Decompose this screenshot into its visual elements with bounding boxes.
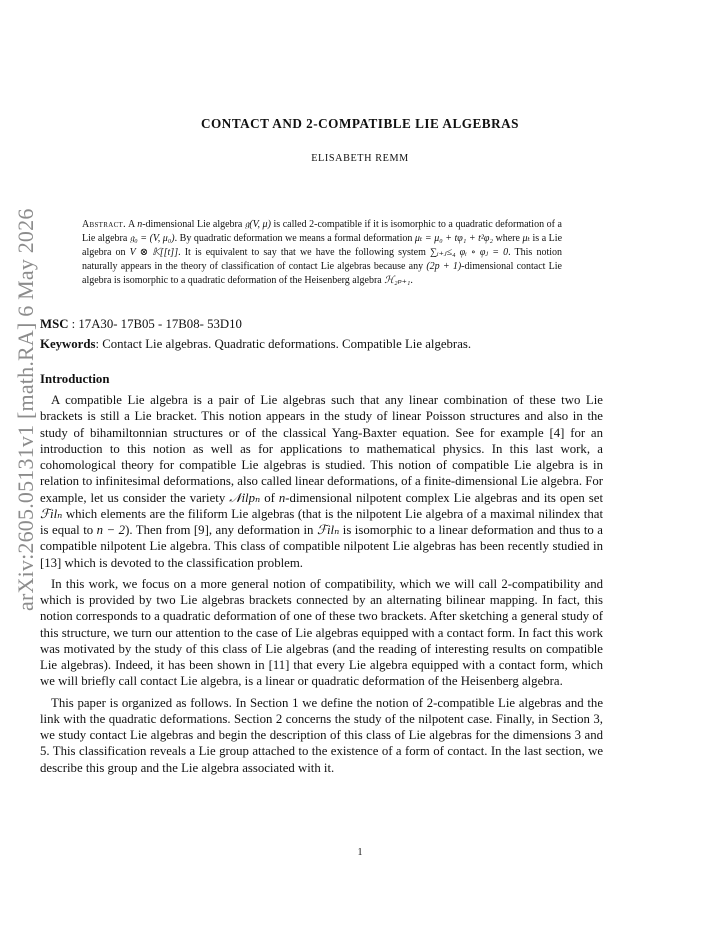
math-n: n: [137, 219, 143, 230]
section-heading: Introduction: [40, 372, 110, 386]
math-heisenberg: ℋ₂ₚ₊₁: [384, 275, 411, 287]
paragraph-2: In this work, we focus on a more general notion of compatibility, which we will call 2-compatibility and which is provided by two Lie algebras brackets connected by an alternating bilinear mapping. In fact, this notion corresponds to a quadratic deformation of one of these two brackets. After sketching a general study of this structure, we turn our attention to the case of Lie algebras equipped with a contact form. In fact this work was motivated by the study of this class of Lie algebras (and the reading of interesting results on compatible Lie algebras). Indeed, it has been shown in [11] that every Lie algebra equipped with a contact form, which we will briefly call contact Lie algebra, is a linear or quadratic deformation of the Heisenberg algebra.: [40, 576, 603, 689]
keywords-line: [40, 335, 610, 355]
math-n-minus-2: n − 2: [96, 523, 126, 537]
msc-value: : 17A30- 17B05 - 17B08- 53D10: [68, 317, 242, 331]
math-mu-t: μₜ: [522, 233, 530, 245]
metadata-block: [40, 315, 610, 354]
abstract-label: Abstract.: [82, 219, 126, 230]
abstract: Abstract. A n-dimensional Lie algebra 𝔤(V, μ) is called 2-compatible if it is isomorphic to a quadratic deformation of a Lie algebra 𝔤₀ = (V, μ₀). By quadratic deformation we means a formal deformation μₜ = μ₀ + tφ₁ + t²φ₂ where μₜ is a Lie algebra on V ⊗ 𝕂[[t]]. It is equivalent to say that we have the following system ∑ᵢ₊ⱼ≤₄ φᵢ ∘ φⱼ = 0. This notion naturally appears in the theory of classification of contact Lie algebras because any (2p + 1)-dimensional contact Lie algebra is isomorphic to a quadratic deformation of the Heisenberg algebra ℋ₂ₚ₊₁.: [82, 219, 563, 287]
math-system: ∑ᵢ₊ⱼ≤₄ φᵢ ∘ φⱼ = 0: [429, 247, 509, 259]
math-n-letter: n: [278, 490, 286, 505]
keywords-label: Keywords: [40, 336, 96, 351]
math-filn-2: ℱilₙ: [316, 523, 340, 537]
msc-label: MSC: [40, 317, 69, 331]
msc-line: [40, 315, 610, 335]
keywords-value: : Contact Lie algebras. Quadratic deformations. Compatible Lie algebras.: [95, 336, 472, 351]
math-g0: 𝔤₀ = (V, μ₀): [129, 233, 175, 245]
math-filn: ℱilₙ: [40, 506, 63, 521]
page-number: 1: [357, 847, 363, 858]
paragraph-1: A compatible Lie algebra is a pair of Lie algebras such that any linear combination of these two Lie brackets is still a Lie bracket. This notion appears in the study of linear Poisson structures and also in the study of bihamiltonnian structures or of the classical Yang-Baxter equation. See for example [4] for an introduction to this notion as well as for applications to mathematical physics. In this last work, a cohomological theory for compatible Lie algebras is studied. This notion of compatible Lie algebra is in relation to infinitesimal deformations, also called linear deformations, of a finite-dimensional Lie algebra. For example, let us consider the variety 𝒩ilpₙ of n-dimensional nilpotent complex Lie algebras and its open set ℱilₙ which elements are the filiform Lie algebras (that is the nilpotent Lie algebra of a maximal nilindex that is equal to n − 2). Then from [9], any deformation in ℱilₙ is isomorphic to a linear deformation and thus to a compatible nilpotent Lie algebra. This class of compatible nilpotent Lie algebras has been recently studied in [13] which is devoted to the classification problem.: [40, 393, 603, 570]
math-deformation: μₜ = μ₀ + tφ₁ + t²φ₂: [414, 233, 493, 245]
body-text: [40, 392, 603, 781]
arxiv-identifier: arXiv:2605.05131v1 [math.RA] 6 May 2026: [13, 208, 38, 612]
author-name: ELISABETH REMM: [311, 153, 409, 164]
math-lie-algebra: 𝔤(V, μ): [244, 219, 271, 230]
math-tensor: V ⊗ 𝕂[[t]]: [129, 247, 179, 259]
math-nilp: 𝒩ilpₙ: [229, 490, 261, 505]
paper-title: CONTACT AND 2-COMPATIBLE LIE ALGEBRAS: [201, 116, 519, 131]
paragraph-3: This paper is organized as follows. In Section 1 we define the notion of 2-compatible Lie algebras and the link with the quadratic deformations. Section 2 concerns the study of the nilpotent case. Finally, in Section 3, we study contact Lie algebras and begin the description of this class of Lie algebras for the dimensions 3 and 5. This classification reveals a Lie group attached to the existence of a form of contact. In the last section, we describe this group and the Lie algebra associated with it.: [40, 695, 603, 775]
math-dimension: (2p + 1): [426, 261, 462, 273]
